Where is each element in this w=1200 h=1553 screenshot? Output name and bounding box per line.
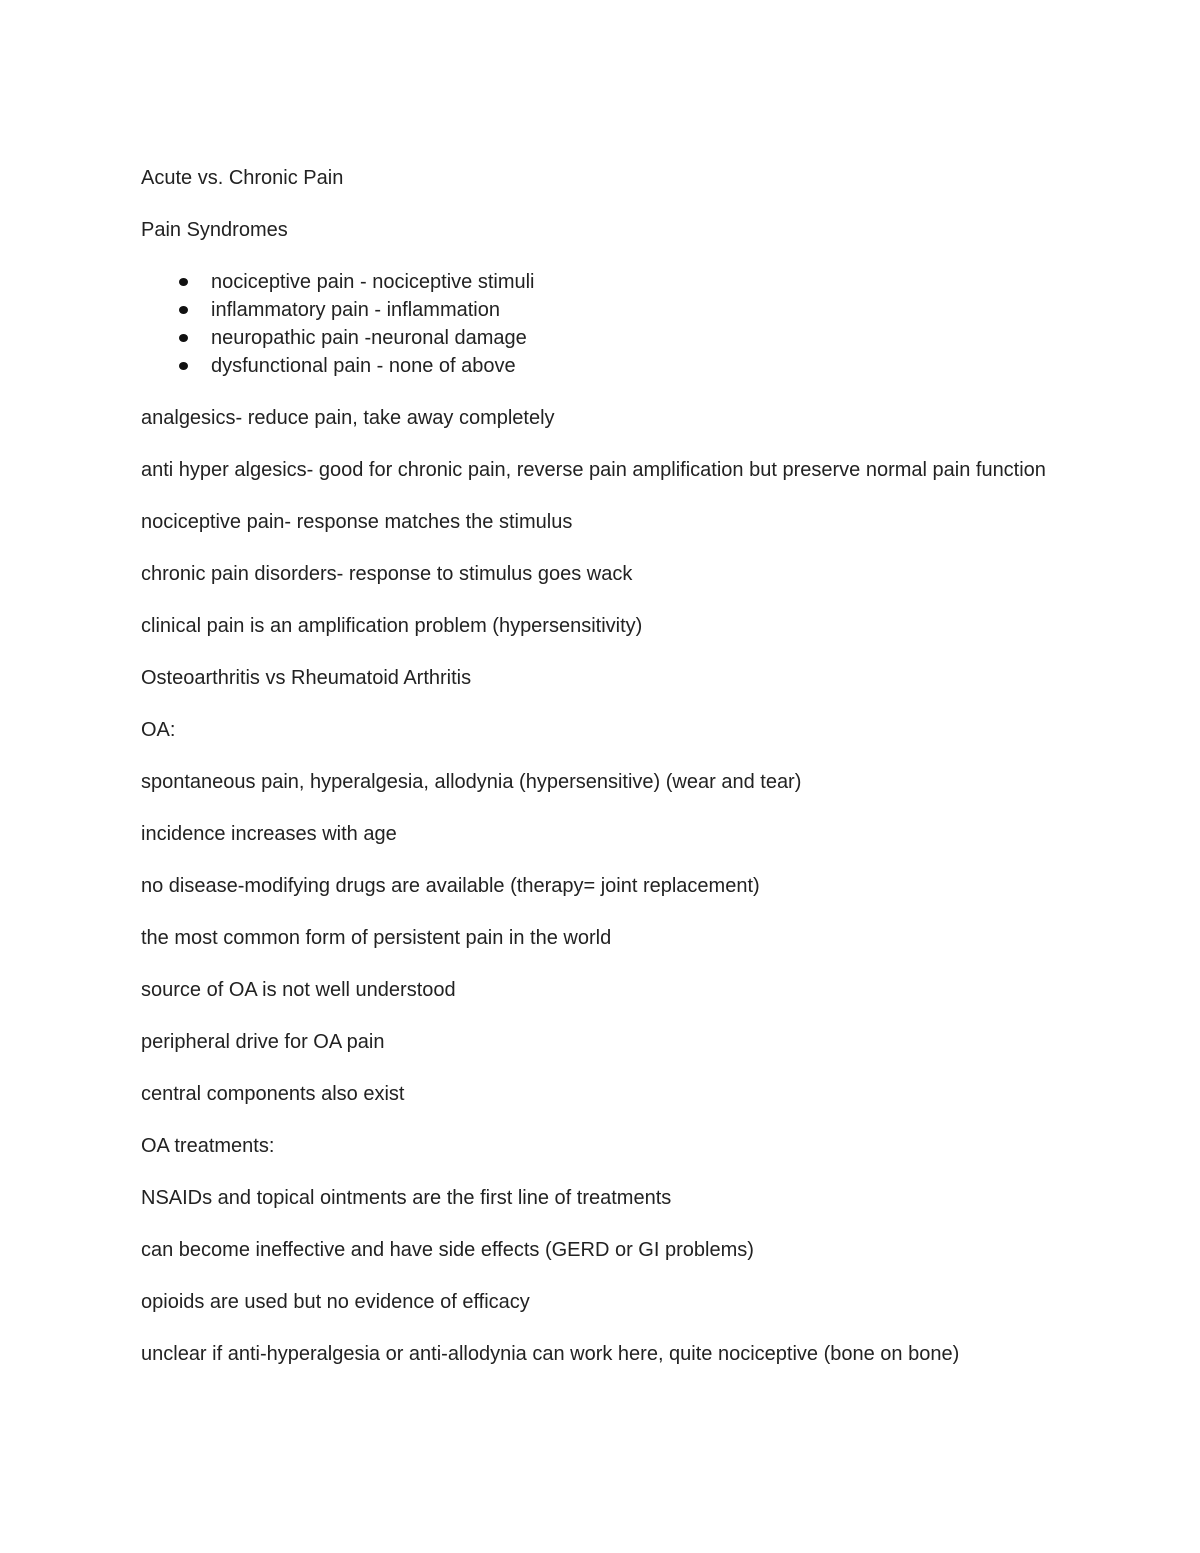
list-item (141, 296, 1061, 324)
paragraph: unclear if anti-hyperalgesia or anti-allodynia can work here, quite nociceptive (bone on bone) (141, 1343, 960, 1365)
bullet-icon (179, 362, 188, 370)
paragraph: peripheral drive for OA pain (141, 1031, 385, 1053)
paragraph: anti hyper algesics- good for chronic pain, reverse pain amplification but preserve normal pain function (141, 459, 1046, 481)
paragraph: clinical pain is an amplification problem (hypersensitivity) (141, 615, 643, 637)
paragraph: can become ineffective and have side effects (GERD or GI problems) (141, 1239, 754, 1261)
paragraph: chronic pain disorders- response to stimulus goes wack (141, 563, 633, 585)
paragraph: spontaneous pain, hyperalgesia, allodynia (hypersensitive) (wear and tear) (141, 771, 802, 793)
list-item-text: inflammatory pain - inflammation (211, 299, 500, 321)
paragraph: NSAIDs and topical ointments are the first line of treatments (141, 1187, 672, 1209)
bullet-icon (179, 306, 188, 314)
document-body (141, 164, 1061, 1392)
paragraph: no disease-modifying drugs are available (therapy= joint replacement) (141, 875, 760, 897)
paragraph: Osteoarthritis vs Rheumatoid Arthritis (141, 667, 472, 689)
paragraph: incidence increases with age (141, 823, 397, 845)
section-heading: Pain Syndromes (141, 219, 288, 241)
paragraph: nociceptive pain- response matches the stimulus (141, 511, 573, 533)
paragraph: opioids are used but no evidence of efficacy (141, 1291, 530, 1313)
list-item (141, 352, 1061, 380)
paragraph: OA treatments: (141, 1135, 275, 1157)
paragraph: central components also exist (141, 1083, 405, 1105)
bullet-icon (179, 334, 188, 342)
pain-syndromes-list (141, 268, 1061, 380)
paragraph: the most common form of persistent pain in the world (141, 927, 612, 949)
list-item (141, 268, 1061, 296)
list-item-text: nociceptive pain - nociceptive stimuli (211, 271, 535, 293)
paragraph: OA: (141, 719, 176, 741)
list-item (141, 324, 1061, 352)
bullet-icon (179, 278, 188, 286)
list-item-text: dysfunctional pain - none of above (211, 355, 516, 377)
list-item-text: neuropathic pain -neuronal damage (211, 327, 527, 349)
paragraph: source of OA is not well understood (141, 979, 456, 1001)
document-title: Acute vs. Chronic Pain (141, 167, 344, 189)
paragraph: analgesics- reduce pain, take away completely (141, 407, 555, 429)
